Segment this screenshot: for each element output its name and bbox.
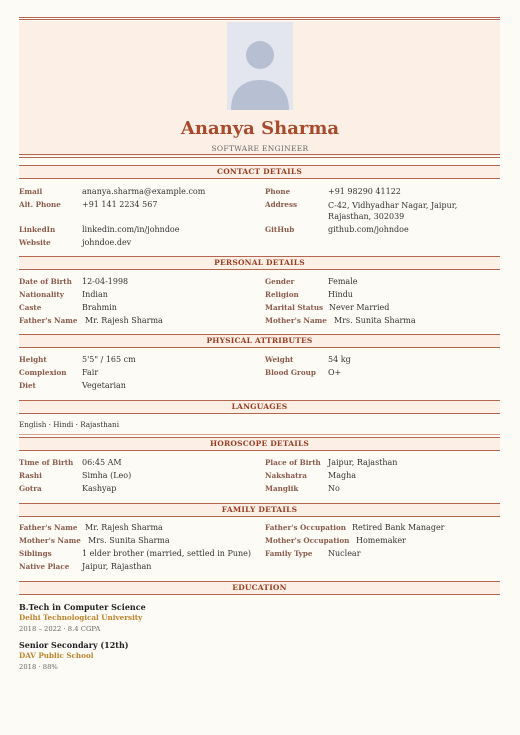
header-rule [19, 154, 500, 155]
father-occupation-value: Retired Bank Manager [352, 523, 445, 532]
avatar-placeholder-icon [227, 22, 293, 110]
diet-label: Diet [19, 381, 36, 390]
blood-group-label: Blood Group [265, 368, 316, 377]
email-value[interactable]: ananya.sharma@example.com [82, 187, 206, 196]
gotra-value: Kashyap [82, 484, 117, 493]
address-value: C-42, Vidhyadhar Nagar, Jaipur, Rajasthan, 302039 [328, 201, 458, 221]
complexion-label: Complexion [19, 368, 67, 377]
website-label: Website [19, 238, 51, 247]
linkedin-value[interactable]: linkedin.com/in/johndoe [82, 225, 180, 234]
time-of-birth-label: Time of Birth [19, 458, 74, 467]
candidate-title: SOFTWARE ENGINEER [211, 144, 309, 153]
manglik-label: Manglik [265, 484, 299, 493]
gotra-label: Gotra [19, 484, 42, 493]
avatar [227, 22, 293, 110]
dob-label: Date of Birth [19, 277, 72, 286]
marital-status-value: Never Married [329, 303, 390, 312]
github-label: GitHub [265, 225, 295, 234]
manglik-value: No [328, 484, 340, 493]
religion-value: Hindu [328, 290, 353, 299]
section-header-contact: CONTACT DETAILS [19, 165, 500, 179]
top-rule-2 [19, 19, 500, 20]
mother-occupation-value: Homemaker [356, 536, 406, 545]
section-header-physical: PHYSICAL ATTRIBUTES [19, 334, 500, 348]
height-value: 5'5" / 165 cm [82, 355, 136, 364]
address-label: Address [265, 200, 298, 209]
gender-value: Female [328, 277, 358, 286]
website-value[interactable]: johndoe.dev [82, 238, 132, 247]
complexion-value: Fair [82, 368, 99, 377]
github-value[interactable]: github.com/johndoe [328, 225, 409, 234]
family-type-value: Nuclear [328, 549, 361, 558]
weight-value: 54 kg [328, 355, 351, 364]
header-rule-2 [19, 157, 500, 158]
section-header-personal: PERSONAL DETAILS [19, 256, 500, 270]
mother-name-label: Mother's Name [265, 316, 327, 325]
candidate-name: Ananya Sharma [180, 118, 340, 139]
height-label: Height [19, 355, 47, 364]
family-father-value: Mr. Rajesh Sharma [85, 523, 163, 532]
mother-occupation-label: Mother's Occupation [265, 536, 350, 545]
education-meta: 2018 – 2022 · 8.4 CGPA [19, 625, 101, 633]
education-degree: B.Tech in Computer Science [19, 602, 146, 612]
linkedin-label: LinkedIn [19, 225, 56, 234]
father-name-value: Mr. Rajesh Sharma [85, 316, 163, 325]
rashi-label: Rashi [19, 471, 42, 480]
section-header-family: FAMILY DETAILS [19, 503, 500, 517]
marital-status-label: Marital Status [265, 303, 324, 312]
education-institution: DAV Public School [19, 651, 94, 660]
section-header-education: EDUCATION [19, 581, 500, 595]
nakshatra-value: Magha [328, 471, 357, 480]
nationality-label: Nationality [19, 290, 64, 299]
native-place-value: Jaipur, Rajasthan [82, 562, 152, 571]
alt-phone-label: Alt. Phone [19, 200, 61, 209]
languages-divider [19, 434, 500, 435]
languages-list: English · Hindi · Rajasthani [19, 420, 119, 429]
education-institution: Delhi Technological University [19, 613, 143, 622]
section-header-horoscope: HOROSCOPE DETAILS [19, 437, 500, 451]
father-name-label: Father's Name [19, 316, 78, 325]
mother-name-value: Mrs. Sunita Sharma [334, 316, 416, 325]
weight-label: Weight [265, 355, 294, 364]
place-of-birth-value: Jaipur, Rajasthan [328, 458, 398, 467]
blood-group-value: O+ [328, 368, 342, 377]
top-rule [19, 17, 500, 18]
gender-label: Gender [265, 277, 295, 286]
phone-value[interactable]: +91 98290 41122 [328, 187, 401, 196]
father-occupation-label: Father's Occupation [265, 523, 347, 532]
nakshatra-label: Nakshatra [265, 471, 307, 480]
diet-value: Vegetarian [82, 381, 126, 390]
caste-label: Caste [19, 303, 42, 312]
phone-label: Phone [265, 187, 291, 196]
alt-phone-value[interactable]: +91 141 2234 567 [82, 200, 158, 209]
siblings-label: Siblings [19, 549, 52, 558]
rashi-value: Simha (Leo) [82, 471, 132, 480]
siblings-value: 1 elder brother (married, settled in Pune) [82, 549, 252, 558]
family-type-label: Family Type [265, 549, 313, 558]
place-of-birth-label: Place of Birth [265, 458, 321, 467]
native-place-label: Native Place [19, 562, 70, 571]
email-label: Email [19, 187, 43, 196]
religion-label: Religion [265, 290, 299, 299]
caste-value: Brahmin [82, 303, 117, 312]
education-meta: 2018 · 88% [19, 663, 58, 671]
education-degree: Senior Secondary (12th) [19, 640, 129, 650]
section-header-languages: LANGUAGES [19, 400, 500, 414]
family-father-label: Father's Name [19, 523, 78, 532]
time-of-birth-value: 06:45 AM [82, 458, 122, 467]
dob-value: 12-04-1998 [82, 277, 129, 286]
nationality-value: Indian [82, 290, 108, 299]
family-mother-label: Mother's Name [19, 536, 81, 545]
family-mother-value: Mrs. Sunita Sharma [88, 536, 170, 545]
